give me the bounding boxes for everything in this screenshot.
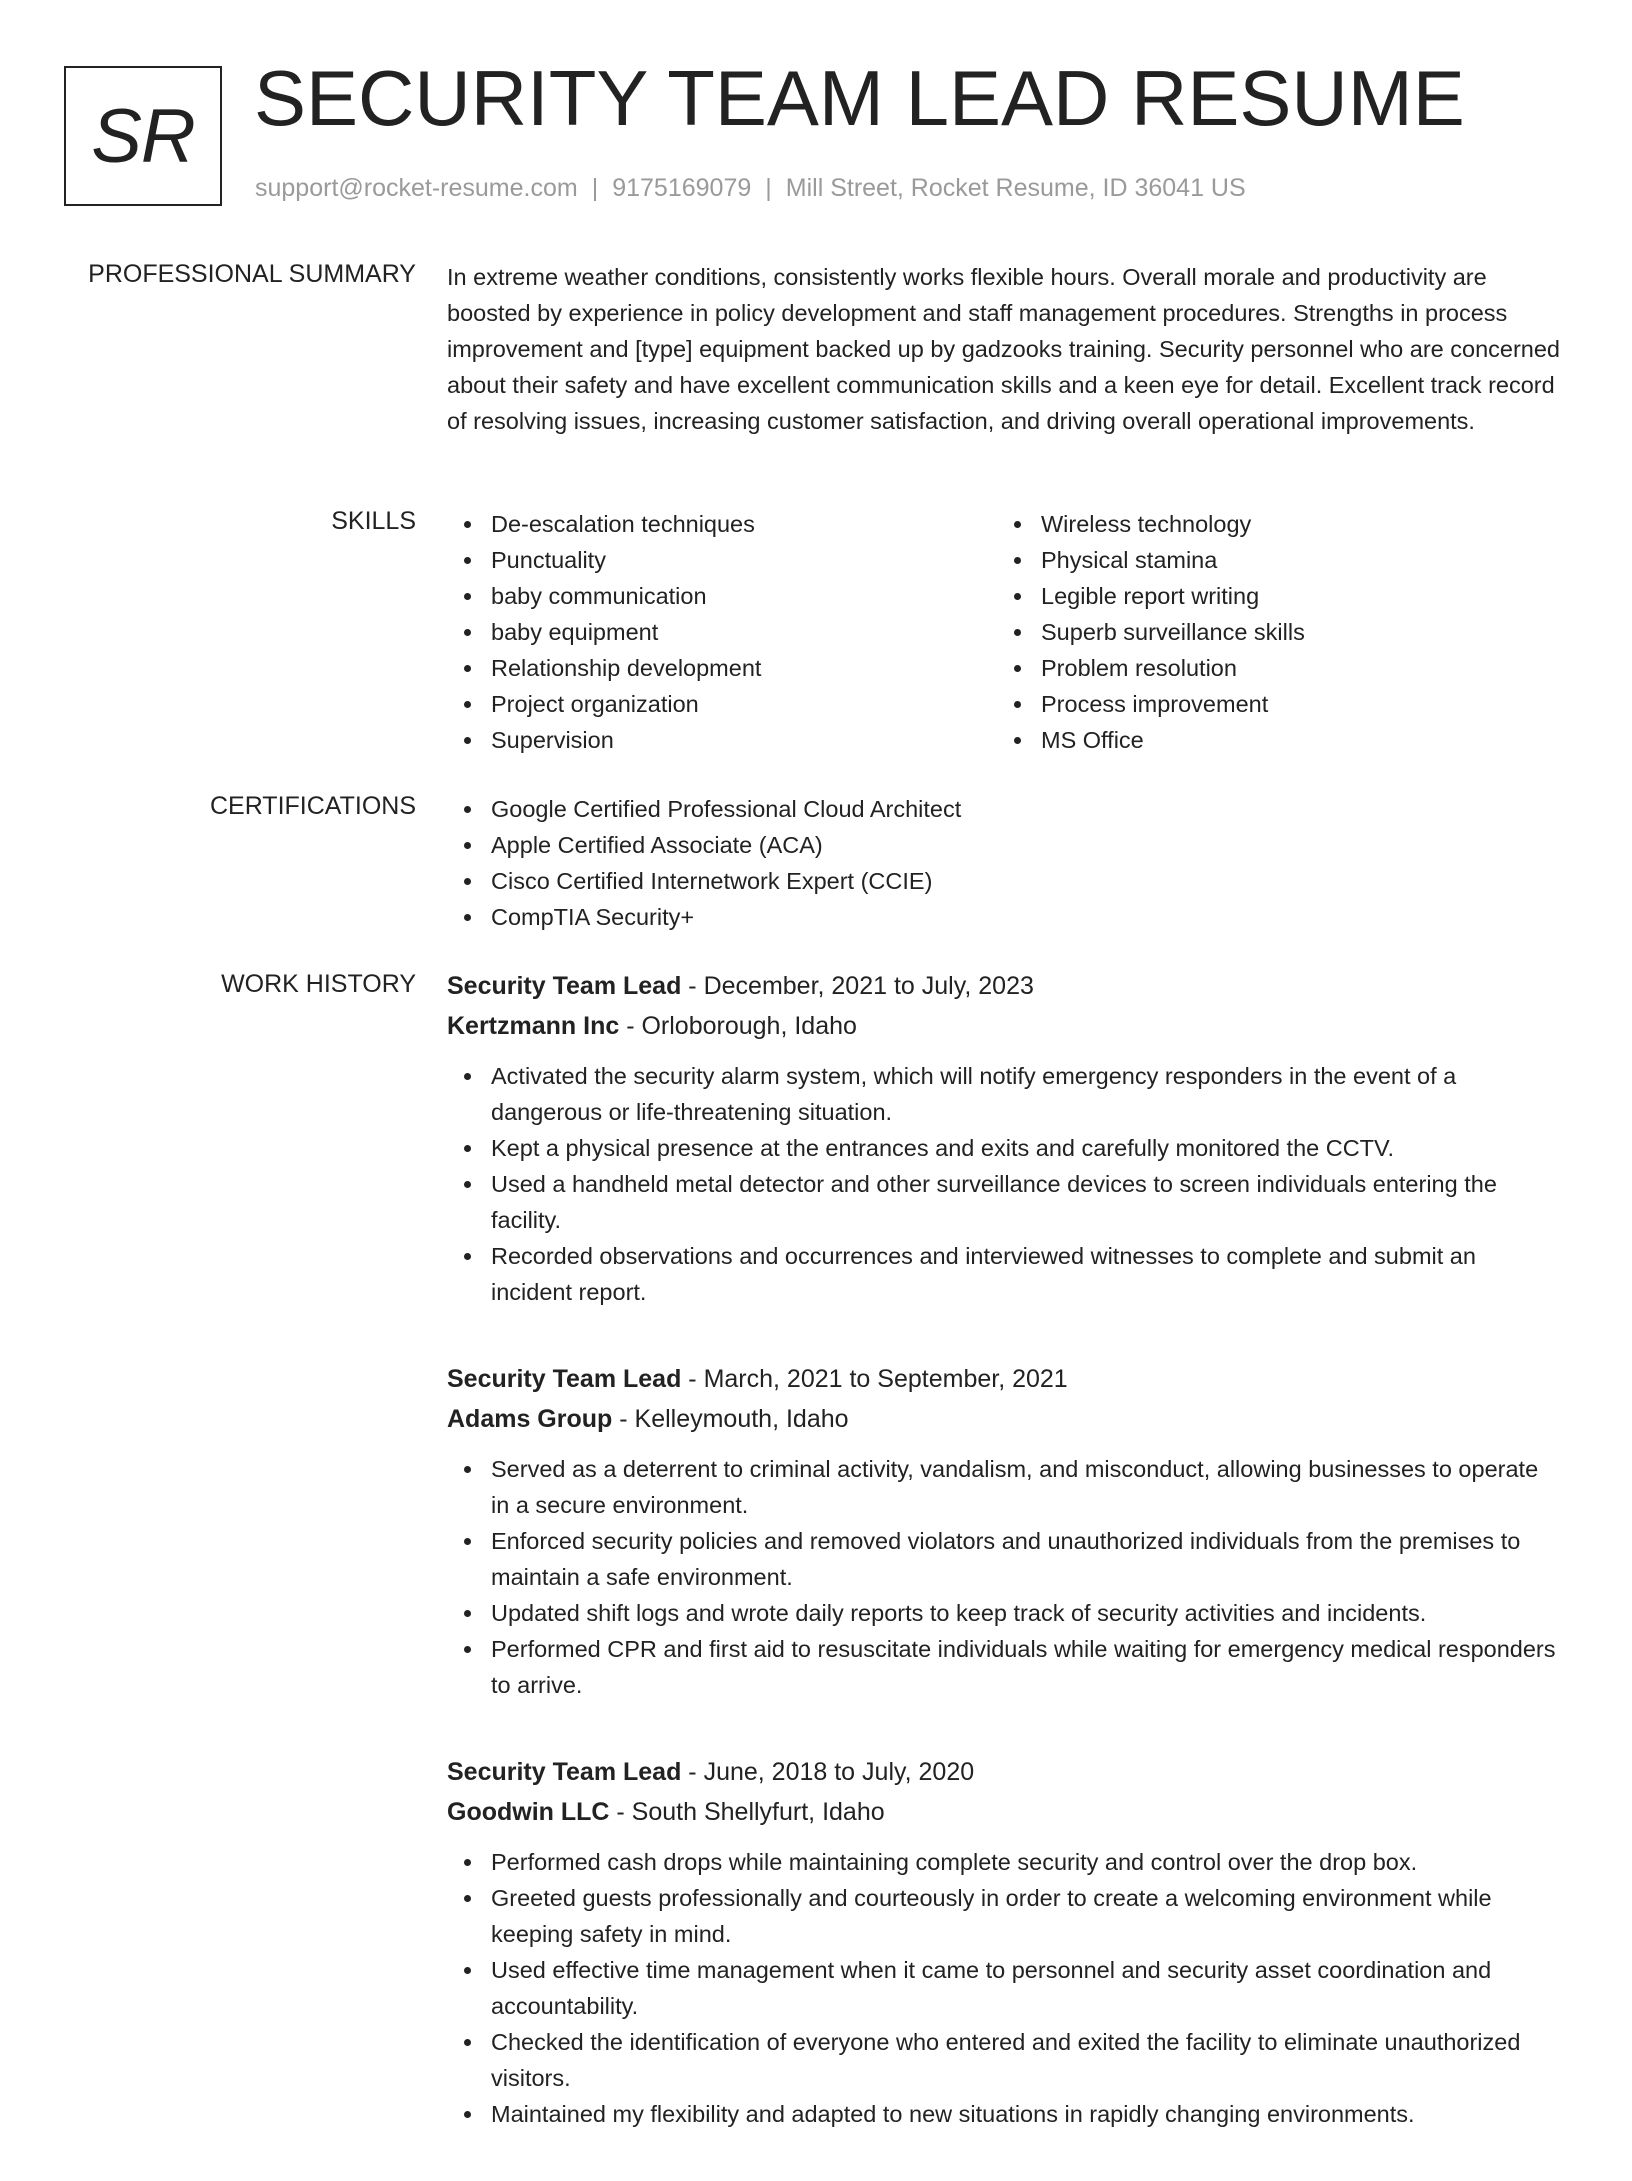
skill-item: Physical stamina [1041, 542, 1547, 578]
certification-item: Apple Certified Associate (ACA) [491, 827, 1562, 863]
job-company: Goodwin LLC [447, 1798, 610, 1826]
certification-item: Cisco Certified Internetwork Expert (CCIE) [491, 863, 1562, 899]
job-title: Security Team Lead [447, 972, 682, 1000]
skill-item: Legible report writing [1041, 578, 1547, 614]
job-title-line [447, 1752, 1562, 1792]
skill-item: De-escalation techniques [491, 506, 997, 542]
certifications-section [447, 791, 1562, 935]
job-company-line [447, 1006, 1562, 1046]
job-bullet: Recorded observations and occurrences and interviewed witnesses to complete and submit an incident report. [491, 1238, 1562, 1310]
job-bullet: Performed CPR and first aid to resuscitate individuals while waiting for emergency medical responders to arrive. [491, 1631, 1562, 1703]
job-bullet: Greeted guests professionally and courteously in order to create a welcoming environment while keeping safety in mind. [491, 1880, 1562, 1952]
job-bullet: Used effective time management when it came to personnel and security asset coordination and accountability. [491, 1952, 1562, 2024]
skills-list-left [447, 506, 997, 758]
skill-item: Superb surveillance skills [1041, 614, 1547, 650]
job-company-line [447, 1792, 1562, 1832]
certification-item: Google Certified Professional Cloud Architect [491, 791, 1562, 827]
skill-item: Project organization [491, 686, 997, 722]
job-bullet: Maintained my flexibility and adapted to new situations in rapidly changing environments. [491, 2096, 1562, 2132]
summary-section [447, 259, 1562, 439]
certifications-list [447, 791, 1562, 935]
job-bullet: Updated shift logs and wrote daily reports to keep track of security activities and incidents. [491, 1595, 1562, 1631]
job-bullet: Kept a physical presence at the entrances and exits and carefully monitored the CCTV. [491, 1130, 1562, 1166]
job-bullet: Used a handheld metal detector and other surveillance devices to screen individuals entering the facility. [491, 1166, 1562, 1238]
work-history-section [447, 966, 1562, 2181]
job-title: Security Team Lead [447, 1758, 682, 1786]
job-company: Adams Group [447, 1405, 613, 1433]
job-title-line [447, 1359, 1562, 1399]
job-location: - Kelleymouth, Idaho [612, 1405, 849, 1433]
monogram-logo: SR [64, 66, 222, 206]
job-location: - Orloborough, Idaho [619, 1012, 857, 1040]
job-company: Kertzmann Inc [447, 1012, 620, 1040]
job-dates: - December, 2021 to July, 2023 [681, 972, 1034, 1000]
contact-phone[interactable]: 9175169079 [612, 174, 752, 202]
job-dates: - June, 2018 to July, 2020 [681, 1758, 975, 1786]
skill-item: Supervision [491, 722, 997, 758]
contact-address: Mill Street, Rocket Resume, ID 36041 US [785, 174, 1246, 202]
job-title-line [447, 966, 1562, 1006]
skills-section [447, 506, 1562, 758]
skill-item: baby communication [491, 578, 997, 614]
job-bullet: Enforced security policies and removed violators and unauthorized individuals from the premises to maintain a safe environment. [491, 1523, 1562, 1595]
skill-item: MS Office [1041, 722, 1547, 758]
job-entry [447, 966, 1562, 1310]
skill-item: Wireless technology [1041, 506, 1547, 542]
job-company-line [447, 1399, 1562, 1439]
skills-list-right [997, 506, 1547, 758]
job-location: - South Shellyfurt, Idaho [609, 1798, 885, 1826]
job-bullet: Checked the identification of everyone who entered and exited the facility to eliminate unauthorized visitors. [491, 2024, 1562, 2096]
skill-item: Process improvement [1041, 686, 1547, 722]
job-bullets [447, 1451, 1562, 1703]
job-dates: - March, 2021 to September, 2021 [681, 1365, 1068, 1393]
skill-item: Punctuality [491, 542, 997, 578]
job-bullets [447, 1844, 1562, 2132]
job-entry [447, 1752, 1562, 2132]
job-bullet: Served as a deterrent to criminal activity, vandalism, and misconduct, allowing businesses to operate in a secure environment. [491, 1451, 1562, 1523]
contact-email[interactable]: support@rocket-resume.com [255, 174, 578, 202]
contact-separator: | [591, 174, 599, 202]
skill-item: Relationship development [491, 650, 997, 686]
resume-title: SECURITY TEAM LEAD RESUME [254, 54, 1465, 142]
section-label-work-history: WORK HISTORY [221, 970, 416, 998]
job-bullet: Performed cash drops while maintaining complete security and control over the drop box. [491, 1844, 1562, 1880]
certification-item: CompTIA Security+ [491, 899, 1562, 935]
section-label-summary: PROFESSIONAL SUMMARY [88, 260, 416, 288]
job-bullet: Activated the security alarm system, which will notify emergency responders in the event of a dangerous or life-threatening situation. [491, 1058, 1562, 1130]
job-title: Security Team Lead [447, 1365, 682, 1393]
skill-item: Problem resolution [1041, 650, 1547, 686]
contact-line [255, 174, 1246, 203]
section-label-certifications: CERTIFICATIONS [209, 792, 416, 820]
job-bullets [447, 1058, 1562, 1310]
summary-text: In extreme weather conditions, consistently works flexible hours. Overall morale and productivity are boosted by experience in policy development and staff management procedures. Strengths in process improvement and [type] equipment backed up by gadzooks training. Security personnel who are concerned about their safety and have excellent communication skills and a keen eye for detail. Excellent track record of resolving issues, increasing customer satisfaction, and driving overall operational improvements. [447, 264, 1560, 434]
section-label-skills: SKILLS [331, 507, 416, 535]
contact-separator: | [765, 174, 772, 202]
skill-item: baby equipment [491, 614, 997, 650]
job-entry [447, 1359, 1562, 1703]
